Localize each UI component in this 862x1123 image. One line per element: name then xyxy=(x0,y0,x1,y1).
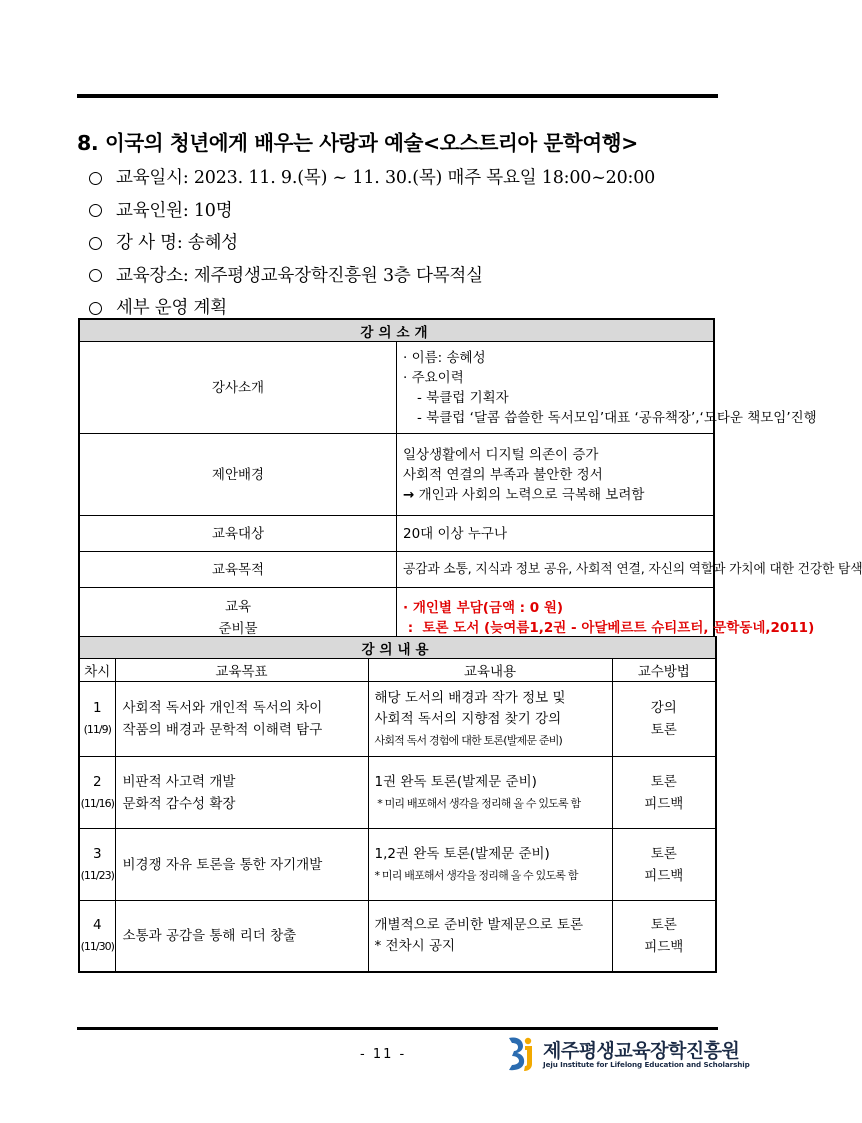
session-method: 토론 피드백 xyxy=(612,829,716,901)
materials-label: 교육 준비물 xyxy=(79,588,397,648)
purpose-value: 공감과 소통, 지식과 정보 공유, 사회적 연결, 자신의 역할과 가치에 대한 건강한 탐색 xyxy=(397,552,715,588)
intro-table-header: 강의소개 xyxy=(79,319,714,342)
session-number: 4 (11/30) xyxy=(79,901,115,972)
table-row xyxy=(79,682,716,757)
session-number: 2 (11/16) xyxy=(79,757,115,829)
org-logo-icon xyxy=(503,1034,537,1072)
table-row xyxy=(79,757,716,829)
column-header-row xyxy=(79,659,716,682)
bottom-divider xyxy=(77,1027,718,1030)
list-item-schedule: 교육일시: 2023. 11. 9.(목) ~ 11. 30.(목) 매주 목요일 18:00~20:00 xyxy=(87,162,727,195)
target-value: 20대 이상 누구나 xyxy=(397,516,715,552)
column-header: 교육내용 xyxy=(368,659,612,682)
column-header: 교육목표 xyxy=(115,659,368,682)
session-goal: 비경쟁 자유 토론을 통한 자기개발 xyxy=(115,829,368,901)
session-goal: 비판적 사고력 개발 문화적 감수성 확장 xyxy=(115,757,368,829)
session-goal: 사회적 독서와 개인적 독서의 차이 작품의 배경과 문학적 이해력 탐구 xyxy=(115,682,368,757)
overview-list xyxy=(87,162,727,325)
background-label: 제안배경 xyxy=(79,434,397,516)
list-item-plan: 세부 운영 계획 xyxy=(87,292,727,325)
org-logo xyxy=(503,1034,750,1074)
session-content: 1권 완독 토론(발제문 준비) * 미리 배포해서 생각을 정리해 올 수 있도록 함 xyxy=(368,757,612,829)
org-name: 제주평생교육장학진흥원 xyxy=(543,1040,740,1062)
materials-details: · 개인별 부담(금액 : 0 원) : 토론 도서 (늦여름1,2권 - 아달베르트 슈티프터, 문학동네,2011) xyxy=(397,588,715,648)
session-number: 1 (11/9) xyxy=(79,682,115,757)
circle-bullet-icon xyxy=(89,204,102,217)
session-content: 해당 도서의 배경과 작가 정보 및 사회적 독서의 지향점 찾기 강의 사회적 독서 경험에 대한 토론(발제문 준비) xyxy=(368,682,612,757)
column-header: 차시 xyxy=(79,659,115,682)
session-number: 3 (11/23) xyxy=(79,829,115,901)
circle-bullet-icon xyxy=(89,172,102,185)
table-row xyxy=(79,901,716,972)
instructor-label: 강사소개 xyxy=(79,342,397,434)
top-divider xyxy=(77,94,718,98)
circle-bullet-icon xyxy=(89,302,102,315)
session-method: 토론 피드백 xyxy=(612,757,716,829)
org-name-english: Jeju Institute for Lifelong Education and Scholarship xyxy=(543,1060,750,1069)
course-intro-table xyxy=(78,318,862,648)
target-label: 교육대상 xyxy=(79,516,397,552)
session-goal: 소통과 공감을 통해 리더 창출 xyxy=(115,901,368,972)
purpose-label: 교육목적 xyxy=(79,552,397,588)
instructor-details: · 이름: 송혜성 · 주요이력 - 북클럽 기획자 - 북클럽 ‘달콤 씁쓸한 독서모임’대표 ‘공유책장’,‘도타운 책모임’진행 xyxy=(397,342,715,434)
list-item-location: 교육장소: 제주평생교육장학진흥원 3층 다목적실 xyxy=(87,260,727,293)
session-content: 1,2권 완독 토론(발제문 준비) * 미리 배포해서 생각을 정리해 올 수 있도록 함 xyxy=(368,829,612,901)
session-method: 토론 피드백 xyxy=(612,901,716,972)
page-number: - 11 - xyxy=(360,1047,407,1062)
table-row xyxy=(79,829,716,901)
list-item-capacity: 교육인원: 10명 xyxy=(87,195,727,228)
content-table-header: 강의내용 xyxy=(79,637,716,659)
course-content-table xyxy=(78,636,717,973)
list-item-instructor: 강 사 명: 송혜성 xyxy=(87,227,727,260)
arrow-right-icon: → xyxy=(403,486,415,503)
background-details: 일상생활에서 디지털 의존이 증가 사회적 연결의 부족과 불안한 정서 → 개인과 사회의 노력으로 극복해 보려함 xyxy=(397,434,715,516)
session-method: 강의 토론 xyxy=(612,682,716,757)
column-header: 교수방법 xyxy=(612,659,716,682)
circle-bullet-icon xyxy=(89,269,102,282)
circle-bullet-icon xyxy=(89,237,102,250)
session-content: 개별적으로 준비한 발제문으로 토론 * 전차시 공지 xyxy=(368,901,612,972)
section-title: 8. 이국의 청년에게 배우는 사랑과 예술<오스트리아 문학여행> xyxy=(77,131,638,155)
